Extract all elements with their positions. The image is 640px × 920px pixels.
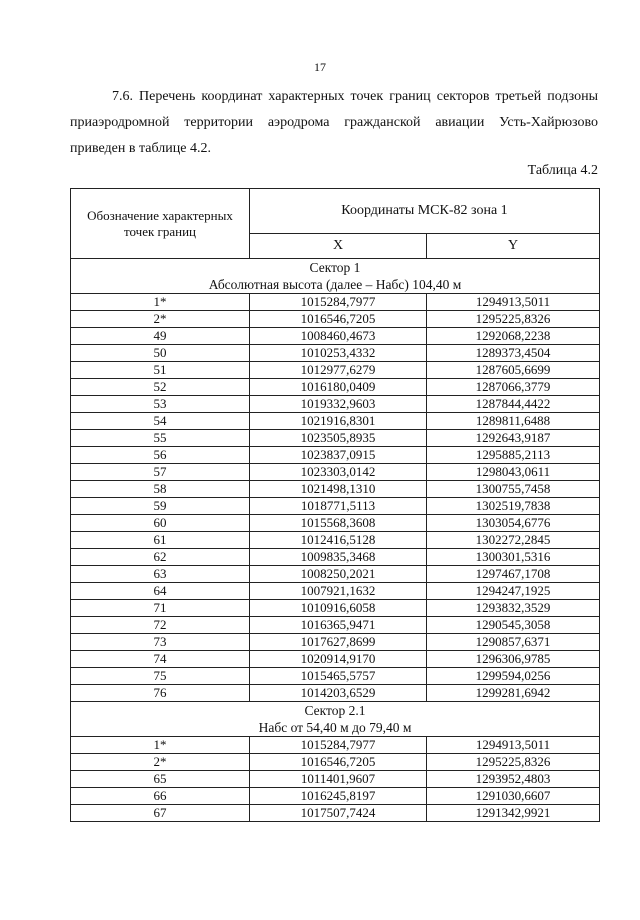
table-row — [71, 311, 600, 328]
point-cell: 67 — [71, 805, 250, 822]
y-cell: 1300301,5316 — [427, 549, 600, 566]
x-cell: 1011401,9607 — [250, 771, 427, 788]
y-cell: 1291342,9921 — [427, 805, 600, 822]
table-row — [71, 754, 600, 771]
y-cell: 1299281,6942 — [427, 685, 600, 702]
x-cell: 1010253,4332 — [250, 345, 427, 362]
sector-header — [71, 259, 600, 294]
intro-line-1: 7.6. Перечень координат характерных точек границ секторов третьей подзоны — [112, 89, 598, 104]
y-cell: 1294913,5011 — [427, 737, 600, 754]
intro-line-2: приаэродромной территории аэродрома гражданской авиации Усть-Хайрюзово — [70, 115, 598, 130]
sector-height: Абсолютная высота (далее – Набс) 104,40 м — [208, 277, 462, 292]
table-row — [71, 396, 600, 413]
point-cell: 61 — [71, 532, 250, 549]
x-cell: 1023303,0142 — [250, 464, 427, 481]
y-cell: 1291030,6607 — [427, 788, 600, 805]
table-row — [71, 345, 600, 362]
y-cell: 1294913,5011 — [427, 294, 600, 311]
y-cell: 1287844,4422 — [427, 396, 600, 413]
table-body — [71, 259, 600, 822]
y-cell: 1290545,3058 — [427, 617, 600, 634]
point-cell: 60 — [71, 515, 250, 532]
table-row — [71, 737, 600, 754]
y-cell: 1296306,9785 — [427, 651, 600, 668]
y-cell: 1300755,7458 — [427, 481, 600, 498]
point-cell: 58 — [71, 481, 250, 498]
y-cell: 1295885,2113 — [427, 447, 600, 464]
point-cell: 51 — [71, 362, 250, 379]
intro-line-3: приведен в таблице 4.2. — [70, 141, 211, 156]
x-cell: 1021498,1310 — [250, 481, 427, 498]
x-cell: 1007921,1632 — [250, 583, 427, 600]
table-row — [71, 430, 600, 447]
point-cell: 62 — [71, 549, 250, 566]
header-coordinates: Координаты МСК-82 зона 1 — [250, 189, 600, 234]
table-row — [71, 566, 600, 583]
intro-paragraph — [70, 84, 598, 162]
y-cell: 1289373,4504 — [427, 345, 600, 362]
table-row — [71, 617, 600, 634]
x-cell: 1015568,3608 — [250, 515, 427, 532]
x-cell: 1023837,0915 — [250, 447, 427, 464]
table-row — [71, 532, 600, 549]
point-cell: 66 — [71, 788, 250, 805]
point-cell: 64 — [71, 583, 250, 600]
y-cell: 1295225,8326 — [427, 754, 600, 771]
table-row — [71, 379, 600, 396]
table-row — [71, 651, 600, 668]
y-cell: 1299594,0256 — [427, 668, 600, 685]
point-cell: 50 — [71, 345, 250, 362]
point-cell: 54 — [71, 413, 250, 430]
table-row — [71, 668, 600, 685]
x-cell: 1019332,9603 — [250, 396, 427, 413]
sector-row — [71, 702, 600, 737]
point-cell: 52 — [71, 379, 250, 396]
x-cell: 1012416,5128 — [250, 532, 427, 549]
sector-row — [71, 259, 600, 294]
y-cell: 1287605,6699 — [427, 362, 600, 379]
point-cell: 73 — [71, 634, 250, 651]
y-cell: 1297467,1708 — [427, 566, 600, 583]
x-cell: 1009835,3468 — [250, 549, 427, 566]
y-cell: 1292643,9187 — [427, 430, 600, 447]
x-cell: 1015465,5757 — [250, 668, 427, 685]
header-x: X — [250, 234, 427, 259]
table-row — [71, 583, 600, 600]
y-cell: 1295225,8326 — [427, 311, 600, 328]
x-cell: 1016546,7205 — [250, 311, 427, 328]
point-cell: 59 — [71, 498, 250, 515]
table-row — [71, 294, 600, 311]
sector-title: Сектор 1 — [309, 260, 361, 275]
table-row — [71, 515, 600, 532]
x-cell: 1015284,7977 — [250, 294, 427, 311]
point-cell: 2* — [71, 754, 250, 771]
point-cell: 53 — [71, 396, 250, 413]
table-row — [71, 362, 600, 379]
point-cell: 74 — [71, 651, 250, 668]
header-point-name: Обозначение характерных точек границ — [71, 189, 250, 259]
table-row — [71, 481, 600, 498]
y-cell: 1287066,3779 — [427, 379, 600, 396]
point-cell: 55 — [71, 430, 250, 447]
x-cell: 1016546,7205 — [250, 754, 427, 771]
header-y: Y — [427, 234, 600, 259]
point-cell: 1* — [71, 737, 250, 754]
y-cell: 1303054,6776 — [427, 515, 600, 532]
x-cell: 1010916,6058 — [250, 600, 427, 617]
page-number: 17 — [314, 60, 326, 74]
point-cell: 75 — [71, 668, 250, 685]
table-row — [71, 464, 600, 481]
y-cell: 1302519,7838 — [427, 498, 600, 515]
x-cell: 1014203,6529 — [250, 685, 427, 702]
point-cell: 56 — [71, 447, 250, 464]
point-cell: 71 — [71, 600, 250, 617]
x-cell: 1017627,8699 — [250, 634, 427, 651]
y-cell: 1298043,0611 — [427, 464, 600, 481]
point-cell: 63 — [71, 566, 250, 583]
x-cell: 1008250,2021 — [250, 566, 427, 583]
point-cell: 1* — [71, 294, 250, 311]
x-cell: 1012977,6279 — [250, 362, 427, 379]
table-row — [71, 805, 600, 822]
sector-height: Набс от 54,40 м до 79,40 м — [258, 720, 412, 735]
x-cell: 1023505,8935 — [250, 430, 427, 447]
y-cell: 1290857,6371 — [427, 634, 600, 651]
point-cell: 65 — [71, 771, 250, 788]
table-row — [71, 549, 600, 566]
table-row — [71, 328, 600, 345]
coordinates-table — [70, 188, 600, 822]
y-cell: 1293952,4803 — [427, 771, 600, 788]
y-cell: 1292068,2238 — [427, 328, 600, 345]
x-cell: 1020914,9170 — [250, 651, 427, 668]
table-row — [71, 600, 600, 617]
y-cell: 1294247,1925 — [427, 583, 600, 600]
table-label: Таблица 4.2 — [527, 163, 598, 178]
x-cell: 1015284,7977 — [250, 737, 427, 754]
y-cell: 1302272,2845 — [427, 532, 600, 549]
table-row — [71, 788, 600, 805]
x-cell: 1008460,4673 — [250, 328, 427, 345]
point-cell: 72 — [71, 617, 250, 634]
x-cell: 1017507,7424 — [250, 805, 427, 822]
table-row — [71, 771, 600, 788]
y-cell: 1293832,3529 — [427, 600, 600, 617]
x-cell: 1021916,8301 — [250, 413, 427, 430]
point-cell: 2* — [71, 311, 250, 328]
x-cell: 1016245,8197 — [250, 788, 427, 805]
sector-header — [71, 702, 600, 737]
sector-title: Сектор 2.1 — [304, 703, 366, 718]
table-row — [71, 413, 600, 430]
table-row — [71, 498, 600, 515]
table-row — [71, 634, 600, 651]
table-row — [71, 685, 600, 702]
point-cell: 57 — [71, 464, 250, 481]
y-cell: 1289811,6488 — [427, 413, 600, 430]
x-cell: 1018771,5113 — [250, 498, 427, 515]
x-cell: 1016365,9471 — [250, 617, 427, 634]
point-cell: 49 — [71, 328, 250, 345]
table-row — [71, 447, 600, 464]
point-cell: 76 — [71, 685, 250, 702]
x-cell: 1016180,0409 — [250, 379, 427, 396]
